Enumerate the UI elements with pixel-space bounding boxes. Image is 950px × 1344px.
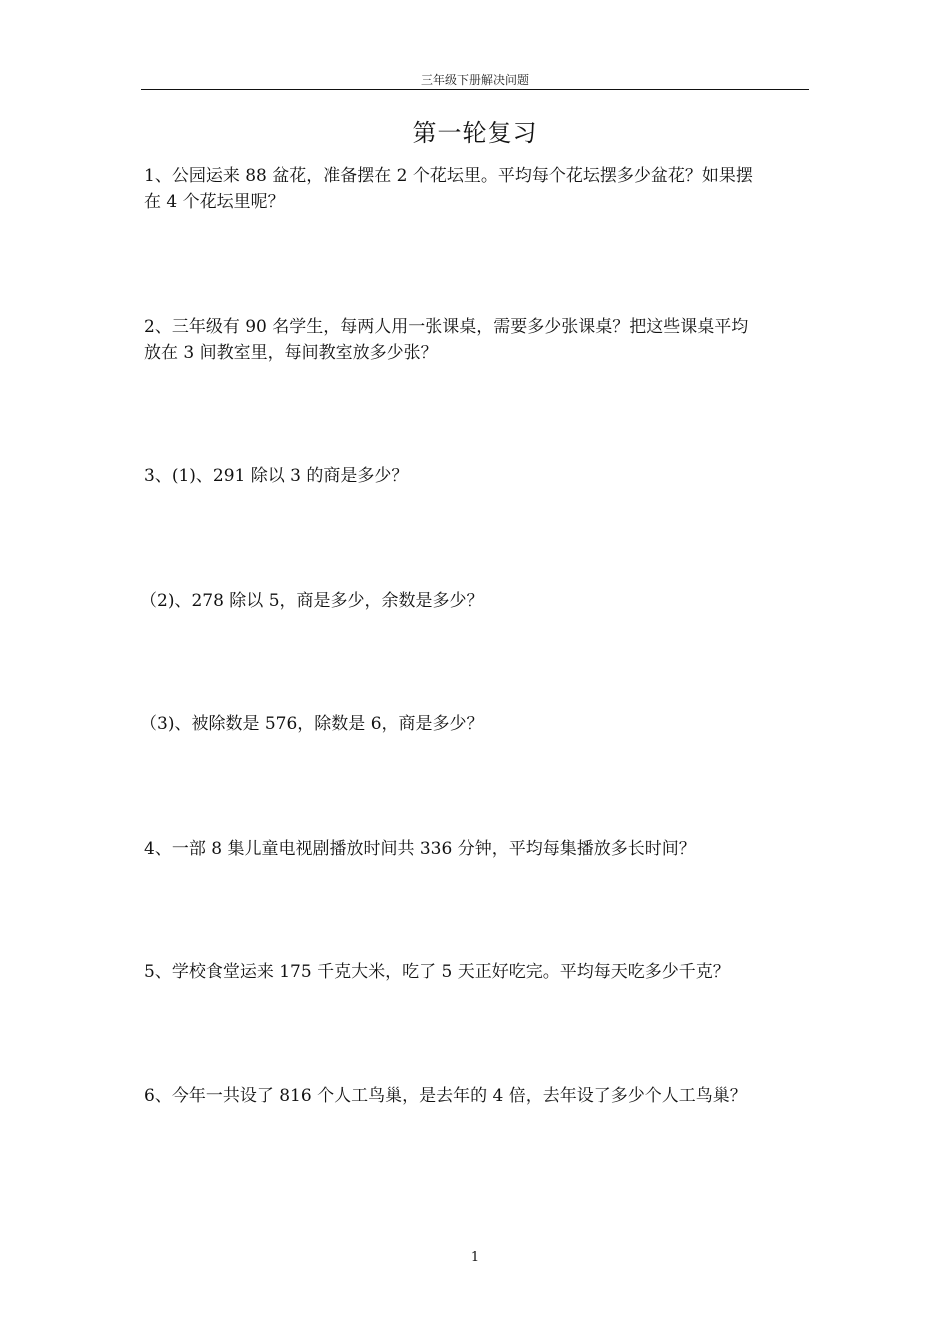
page-number: 1 bbox=[470, 1250, 480, 1265]
header-rule bbox=[141, 89, 809, 90]
question-2-line-2: 放在 3 间教室里，每间教室放多少张？ bbox=[144, 343, 438, 363]
question-3-part-2-text: （2)、278 除以 5，商是多少，余数是多少？ bbox=[140, 591, 484, 611]
question-3-part-1-text: 3、(1)、291 除以 3 的商是多少？ bbox=[144, 466, 409, 486]
question-2-line-1: 2、三年级有 90 名学生，每两人用一张课桌，需要多少张课桌？把这些课桌平均 bbox=[144, 317, 749, 337]
question-1 bbox=[144, 163, 812, 215]
question-5-text: 5、学校食堂运来 175 千克大米，吃了 5 天正好吃完。平均每天吃多少千克？ bbox=[144, 962, 730, 982]
question-3-part-3-text: （3)、被除数是 576，除数是 6，商是多少？ bbox=[140, 714, 484, 734]
question-6 bbox=[144, 1083, 812, 1109]
question-2 bbox=[144, 314, 812, 366]
running-header: 三年级下册解决问题 bbox=[420, 73, 529, 87]
question-3-part-3 bbox=[140, 711, 808, 737]
question-1-line-2: 在 4 个花坛里呢？ bbox=[144, 192, 285, 212]
question-4-text: 4、一部 8 集儿童电视剧播放时间共 336 分钟，平均每集播放多长时间？ bbox=[144, 839, 696, 859]
question-3-part-1 bbox=[144, 463, 812, 489]
question-6-text: 6、今年一共设了 816 个人工鸟巢，是去年的 4 倍，去年设了多少个人工鸟巢？ bbox=[144, 1086, 747, 1106]
question-4 bbox=[144, 836, 812, 862]
question-5 bbox=[144, 959, 812, 985]
question-1-line-1: 1、公园运来 88 盆花，准备摆在 2 个花坛里。平均每个花坛摆多少盆花？如果摆 bbox=[144, 166, 753, 186]
question-3-part-2 bbox=[140, 588, 808, 614]
page-title: 第一轮复习 bbox=[412, 119, 538, 147]
